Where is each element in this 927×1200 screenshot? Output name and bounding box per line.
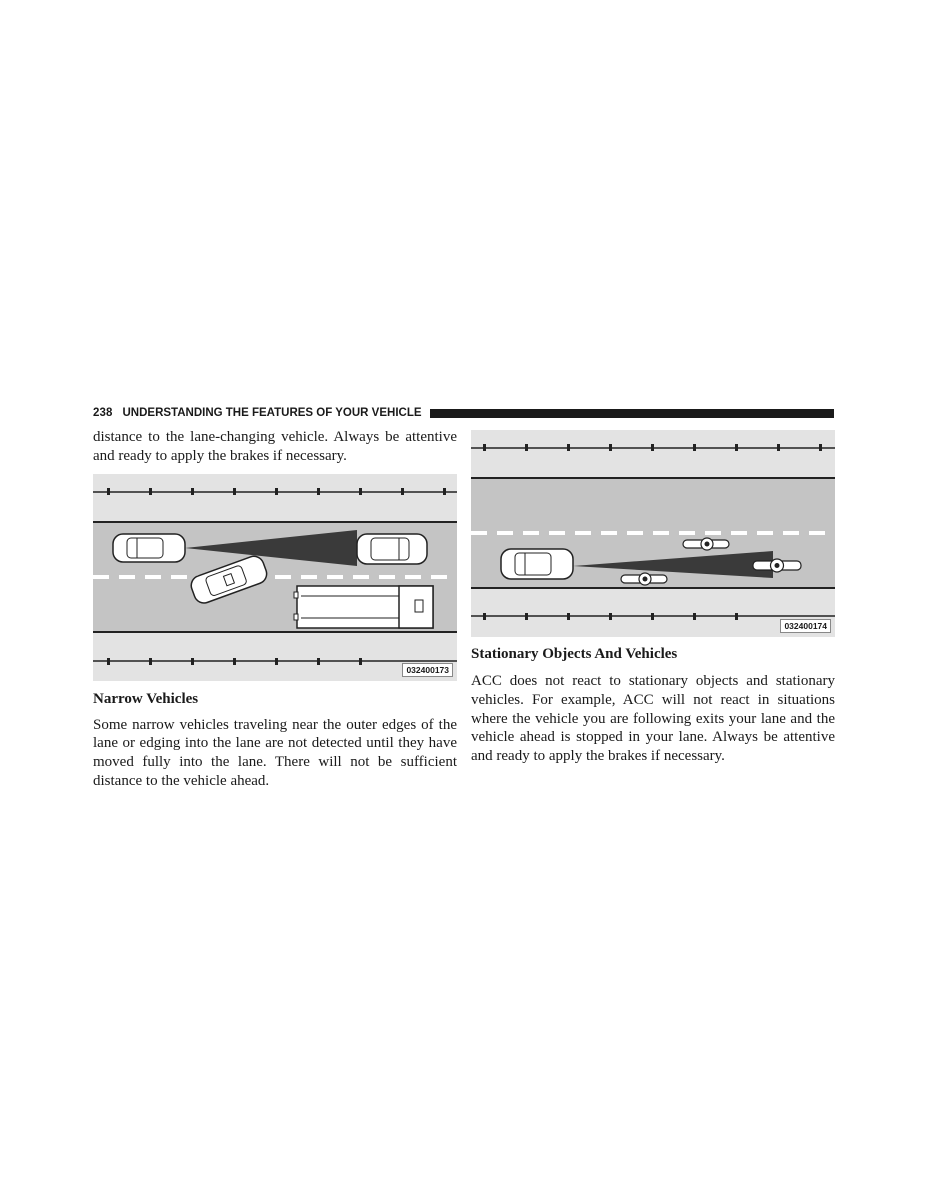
vehicle-ahead: [357, 534, 427, 564]
own-vehicle: [113, 534, 185, 562]
own-vehicle: [501, 549, 573, 579]
narrow-vehicles-paragraph: Some narrow vehicles traveling near the outer edges of the lane or edging into the lane are not detected until they have moved fully into the lane. There will not be sufficient distance to the vehicle ahead.: [93, 716, 457, 789]
figure-id-label: 032400174: [780, 619, 831, 633]
left-column: [93, 428, 457, 791]
narrow-vehicles-heading: Narrow Vehicles: [93, 690, 199, 707]
page-number: 238: [93, 407, 113, 419]
section-title: UNDERSTANDING THE FEATURES OF YOUR VEHICLE: [122, 407, 422, 419]
intro-paragraph: distance to the lane-changing vehicle. Always be attentive and ready to apply the brakes if necessary.: [93, 429, 457, 464]
motorcycle-ahead: [753, 559, 801, 572]
motorcycle-upper: [683, 538, 729, 550]
truck: [294, 586, 433, 628]
narrow-vehicles-figure: [93, 474, 457, 681]
right-column: [471, 428, 835, 766]
header-rule: [430, 409, 834, 418]
stationary-objects-heading: Stationary Objects And Vehicles: [471, 646, 678, 662]
narrow-vehicles-illustration: [93, 474, 457, 681]
stationary-objects-illustration: [471, 430, 835, 637]
stationary-objects-figure: [471, 430, 835, 637]
figure-id-label: 032400173: [402, 663, 453, 677]
stationary-objects-paragraph: ACC does not react to stationary objects and stationary vehicles. For example, ACC will not react in situations where the vehicle you are following exits your lane and the vehicle ahead is stopped in your lane. Always be attentive and ready to apply the brakes if necessary.: [471, 673, 835, 765]
page-header: [93, 405, 834, 421]
motorcycle-lower: [621, 573, 667, 585]
